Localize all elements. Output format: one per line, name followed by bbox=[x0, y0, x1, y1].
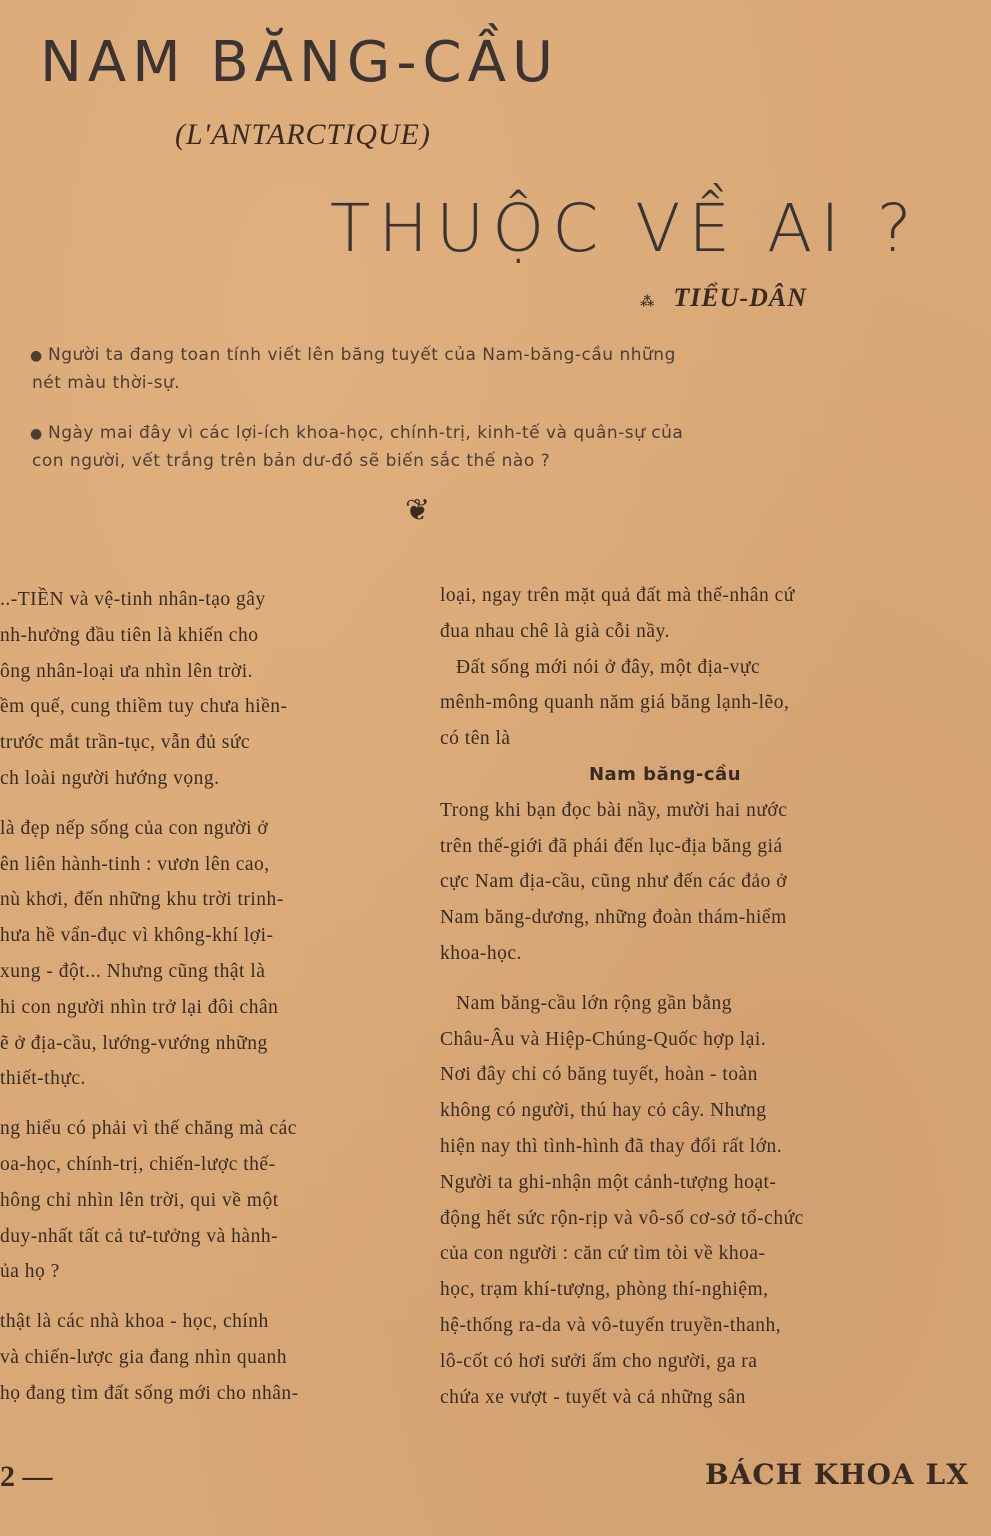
article-title: NAM BĂNG-CẦU bbox=[40, 30, 559, 95]
text-line: nù khơi, đến những khu trời trinh- bbox=[0, 889, 284, 911]
page-number: 2 — bbox=[0, 1460, 53, 1493]
text-line: động hết sức rộn-rịp và vô-số cơ-sở tổ-chức bbox=[440, 1207, 804, 1229]
lead-bullet-2 bbox=[30, 420, 870, 475]
text-line: cực Nam địa-cầu, cũng như đến các đảo ở bbox=[440, 871, 788, 893]
text-line: loại, ngay trên mặt quả đất mà thế-nhân cứ bbox=[440, 585, 795, 606]
text-line: ông nhân-loại ưa nhìn lên trời. bbox=[0, 660, 253, 682]
text-line: ch loài người hướng vọng. bbox=[0, 767, 220, 789]
text-line: trên thế-giới đã phái đến lục-địa băng giá bbox=[440, 835, 783, 857]
text-line: ..-TIỀN và vệ-tinh nhân-tạo gây bbox=[0, 589, 266, 610]
text-line: hi con người nhìn trở lại đôi chân bbox=[0, 996, 279, 1018]
text-line: ẽ ở địa-cầu, lướng-vướng những bbox=[0, 1032, 268, 1054]
text-line: Trong khi bạn đọc bài nầy, mười hai nước bbox=[440, 799, 788, 821]
text-line: Người ta ghi-nhận một cảnh-tượng hoạt- bbox=[440, 1171, 777, 1193]
article-question-title: THUỘC VỀ AI ? bbox=[330, 190, 920, 267]
lead-line: Ngày mai đây vì các lợi-ích khoa-học, chính-trị, kinh-tế và quân-sự của bbox=[48, 423, 684, 443]
bullet-icon: ● bbox=[30, 348, 43, 364]
text-line: đua nhau chê là già cỗi nầy. bbox=[440, 620, 670, 642]
magazine-footer: BÁCH KHOA LX bbox=[705, 1458, 969, 1491]
article-subtitle: (L'ANTARCTIQUE) bbox=[175, 118, 431, 151]
text-line: của con người : căn cứ tìm tòi về khoa- bbox=[440, 1243, 766, 1265]
text-line: Nam băng-cầu lớn rộng gần bằng bbox=[456, 992, 733, 1014]
left-column bbox=[0, 582, 420, 1412]
text-line: duy-nhất tất cả tư-tưởng và hành- bbox=[0, 1225, 279, 1247]
lead-line: con người, vết trắng trên bản dư-đồ sẽ biến sắc thế nào ? bbox=[32, 451, 551, 471]
text-line: lô-cốt có hơi sưởi ấm cho người, ga ra bbox=[440, 1350, 758, 1372]
text-line: Nơi đây chỉ có băng tuyết, hoàn - toàn bbox=[440, 1064, 758, 1086]
text-line: Đất sống mới nói ở đây, một địa-vực bbox=[456, 656, 761, 678]
lead-bullet-1 bbox=[30, 342, 870, 397]
text-line: nh-hưởng đầu tiên là khiến cho bbox=[0, 624, 259, 646]
section-heading: Nam băng-cầu bbox=[588, 763, 742, 785]
text-line: họ đang tìm đất sống mới cho nhân- bbox=[0, 1382, 299, 1404]
fleuron-icon: ❦ bbox=[405, 494, 431, 527]
text-line: ủa họ ? bbox=[0, 1261, 60, 1283]
text-line: hưa hề vẩn-đục vì không-khí lợi- bbox=[0, 925, 274, 947]
text-line: thiết-thực. bbox=[0, 1068, 86, 1090]
lead-line: nét màu thời-sự. bbox=[32, 373, 181, 393]
text-line: có tên là bbox=[440, 728, 511, 750]
text-line: học, trạm khí-tượng, phòng thí-nghiệm, bbox=[440, 1279, 769, 1301]
text-line: hiện nay thì tình-hình đã thay đổi rất lớn. bbox=[440, 1135, 783, 1157]
author-byline bbox=[640, 283, 807, 313]
text-line: trước mắt trần-tục, vẫn đủ sức bbox=[0, 732, 251, 754]
right-column bbox=[440, 578, 960, 1415]
text-line: ềm quế, cung thiềm tuy chưa hiền- bbox=[0, 696, 288, 718]
author-name: TIỂU-DÂN bbox=[673, 283, 807, 312]
text-line: chứa xe vượt - tuyết và cả những sân bbox=[440, 1386, 746, 1408]
text-line: Nam băng-dương, những đoàn thám-hiểm bbox=[440, 907, 787, 929]
text-line: không có người, thú hay cỏ cây. Nhưng bbox=[440, 1100, 767, 1122]
text-line: là đẹp nếp sống của con người ở bbox=[0, 817, 269, 839]
text-line: và chiến-lược gia đang nhìn quanh bbox=[0, 1346, 288, 1368]
text-line: hông chỉ nhìn lên trời, qui về một bbox=[0, 1189, 279, 1211]
text-line: hệ-thống ra-da và vô-tuyến truyền-thanh, bbox=[440, 1314, 782, 1336]
byline-ornament-icon: ⁂ bbox=[640, 295, 656, 310]
text-line: oa-học, chính-trị, chiến-lược thế- bbox=[0, 1153, 276, 1175]
text-line: ên liên hành-tinh : vươn lên cao, bbox=[0, 853, 270, 875]
text-line: xung - đột... Nhưng cũng thật là bbox=[0, 960, 266, 982]
text-line: ng hiểu có phải vì thế chăng mà các bbox=[0, 1118, 297, 1140]
lead-line: Người ta đang toan tính viết lên băng tuyết của Nam-băng-cầu những bbox=[48, 345, 676, 365]
text-line: khoa-học. bbox=[440, 942, 522, 964]
bullet-icon: ● bbox=[30, 426, 43, 442]
text-line: Châu-Âu và Hiệp-Chúng-Quốc hợp lại. bbox=[440, 1028, 767, 1050]
text-line: thật là các nhà khoa - học, chính bbox=[0, 1311, 269, 1333]
text-line: mênh-mông quanh năm giá băng lạnh-lẽo, bbox=[440, 692, 790, 714]
